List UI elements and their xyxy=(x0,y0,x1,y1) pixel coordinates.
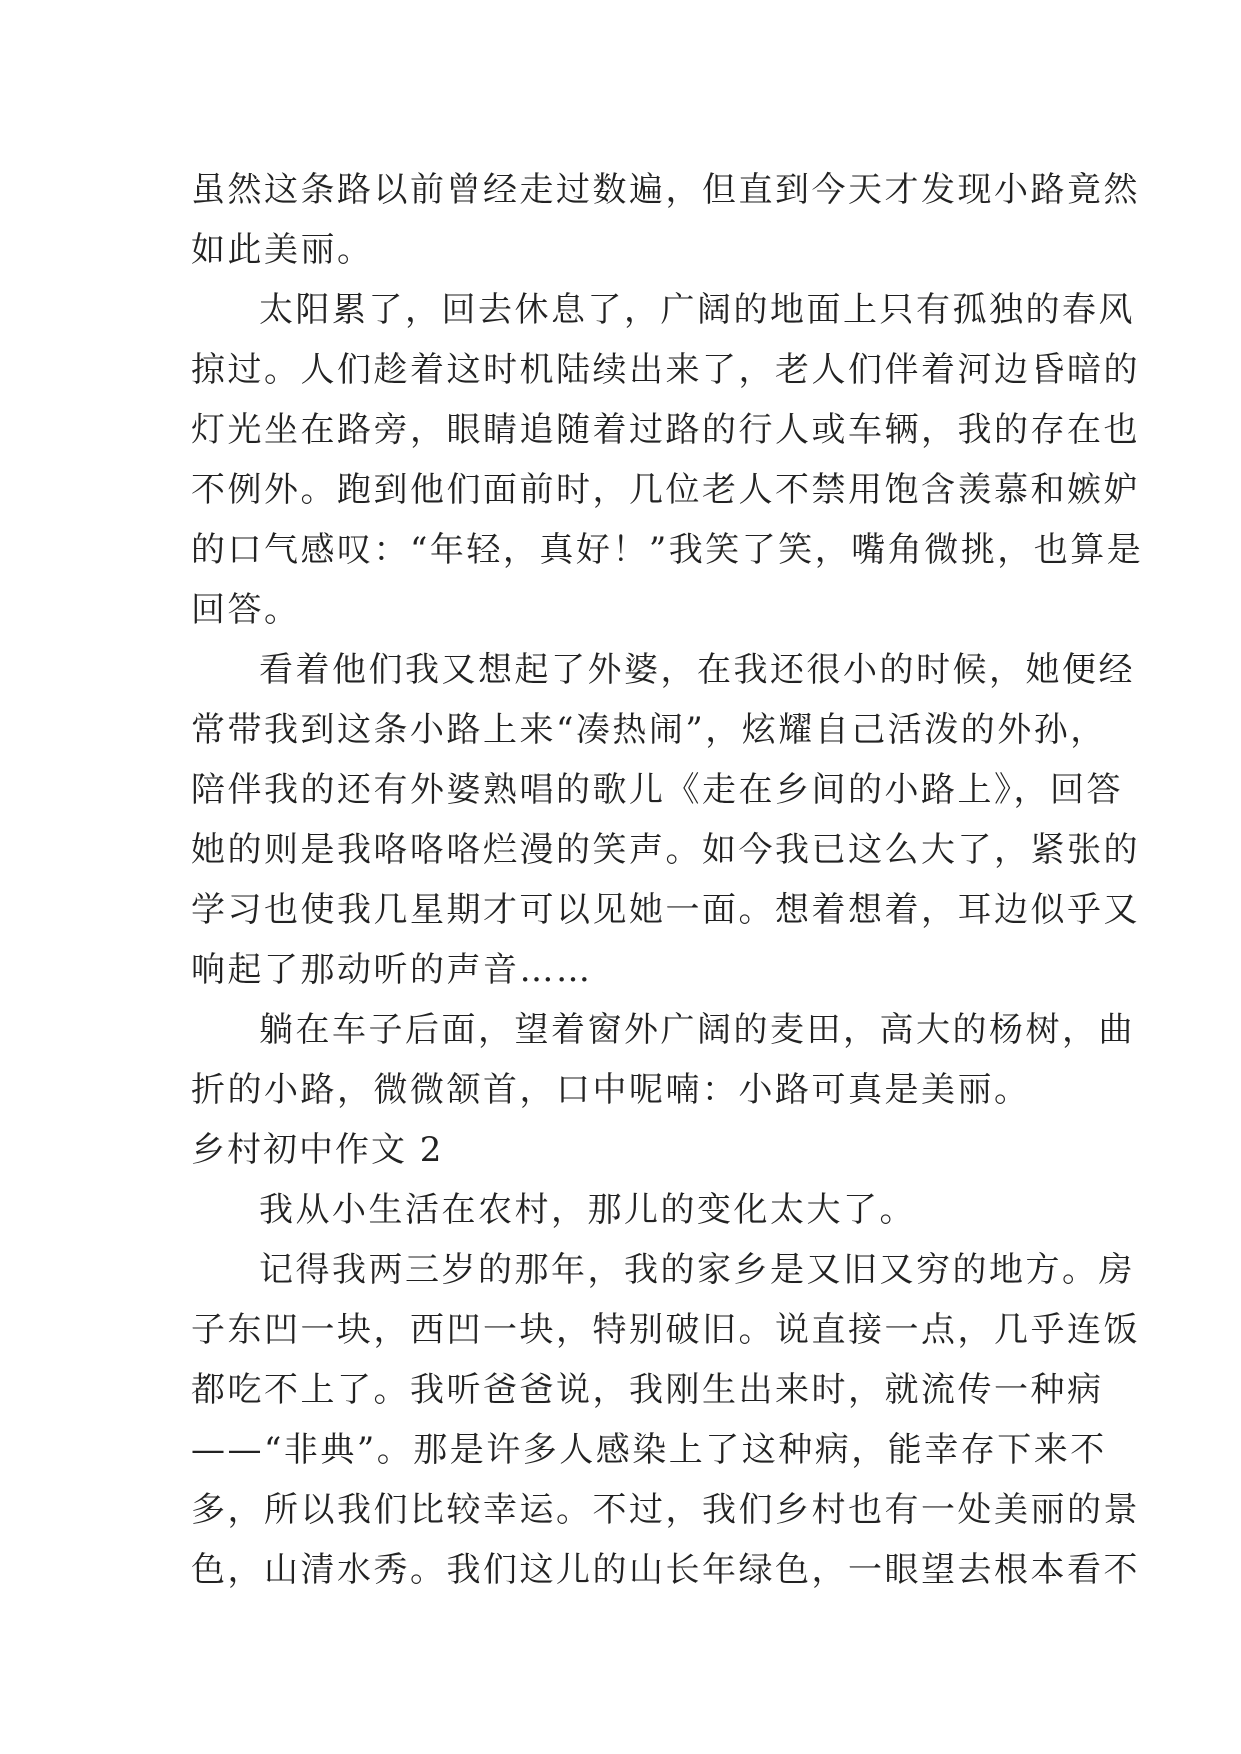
paragraph-first-line: 记得我两三岁的那年，我的家乡是又旧又穷的地方。房 xyxy=(259,1250,1135,1290)
section-heading: 乡村初中作文 2 xyxy=(191,1130,444,1170)
text-line: 子东凹一块，西凹一块，特别破旧。说直接一点，几乎连饭 xyxy=(191,1310,1140,1350)
text-line: 她的则是我咯咯咯烂漫的笑声。如今我已这么大了，紧张的 xyxy=(191,830,1140,870)
text-line: ——“非典”。那是许多人感染上了这种病，能幸存下来不 xyxy=(191,1430,1107,1470)
paragraph-first-line: 太阳累了，回去休息了，广阔的地面上只有孤独的春风 xyxy=(259,290,1135,330)
text-line: 虽然这条路以前曾经走过数遍，但直到今天才发现小路竟然 xyxy=(191,170,1140,210)
text-line: 不例外。跑到他们面前时，几位老人不禁用饱含羡慕和嫉妒 xyxy=(191,470,1140,510)
text-line: 色，山清水秀。我们这儿的山长年绿色，一眼望去根本看不 xyxy=(191,1550,1140,1590)
paragraph-first-line: 我从小生活在农村，那儿的变化太大了。 xyxy=(259,1190,916,1230)
text-line: 陪伴我的还有外婆熟唱的歌儿《走在乡间的小路上》，回答 xyxy=(191,770,1123,810)
text-line: 常带我到这条小路上来“凑热闹”，炫耀自己活泼的外孙， xyxy=(191,710,1107,750)
document-page xyxy=(191,160,1144,1600)
text-line: 学习也使我几星期才可以见她一面。想着想着，耳边似乎又 xyxy=(191,890,1140,930)
text-line: 响起了那动听的声音…… xyxy=(191,950,593,990)
paragraph-first-line: 躺在车子后面，望着窗外广阔的麦田，高大的杨树，曲 xyxy=(259,1010,1135,1050)
text-line: 多，所以我们比较幸运。不过，我们乡村也有一处美丽的景 xyxy=(191,1490,1140,1530)
text-line: 掠过。人们趁着这时机陆续出来了，老人们伴着河边昏暗的 xyxy=(191,350,1140,390)
text-line: 都吃不上了。我听爸爸说，我刚生出来时，就流传一种病 xyxy=(191,1370,1104,1410)
text-line: 回答。 xyxy=(191,590,301,630)
text-line: 的口气感叹：“年轻，真好！”我笑了笑，嘴角微挑，也算是 xyxy=(191,530,1144,570)
paragraph-first-line: 看着他们我又想起了外婆，在我还很小的时候，她便经 xyxy=(259,650,1135,690)
text-line: 折的小路，微微颔首，口中呢喃：小路可真是美丽。 xyxy=(191,1070,1031,1110)
text-line: 灯光坐在路旁，眼睛追随着过路的行人或车辆，我的存在也 xyxy=(191,410,1140,450)
text-line: 如此美丽。 xyxy=(191,230,374,270)
